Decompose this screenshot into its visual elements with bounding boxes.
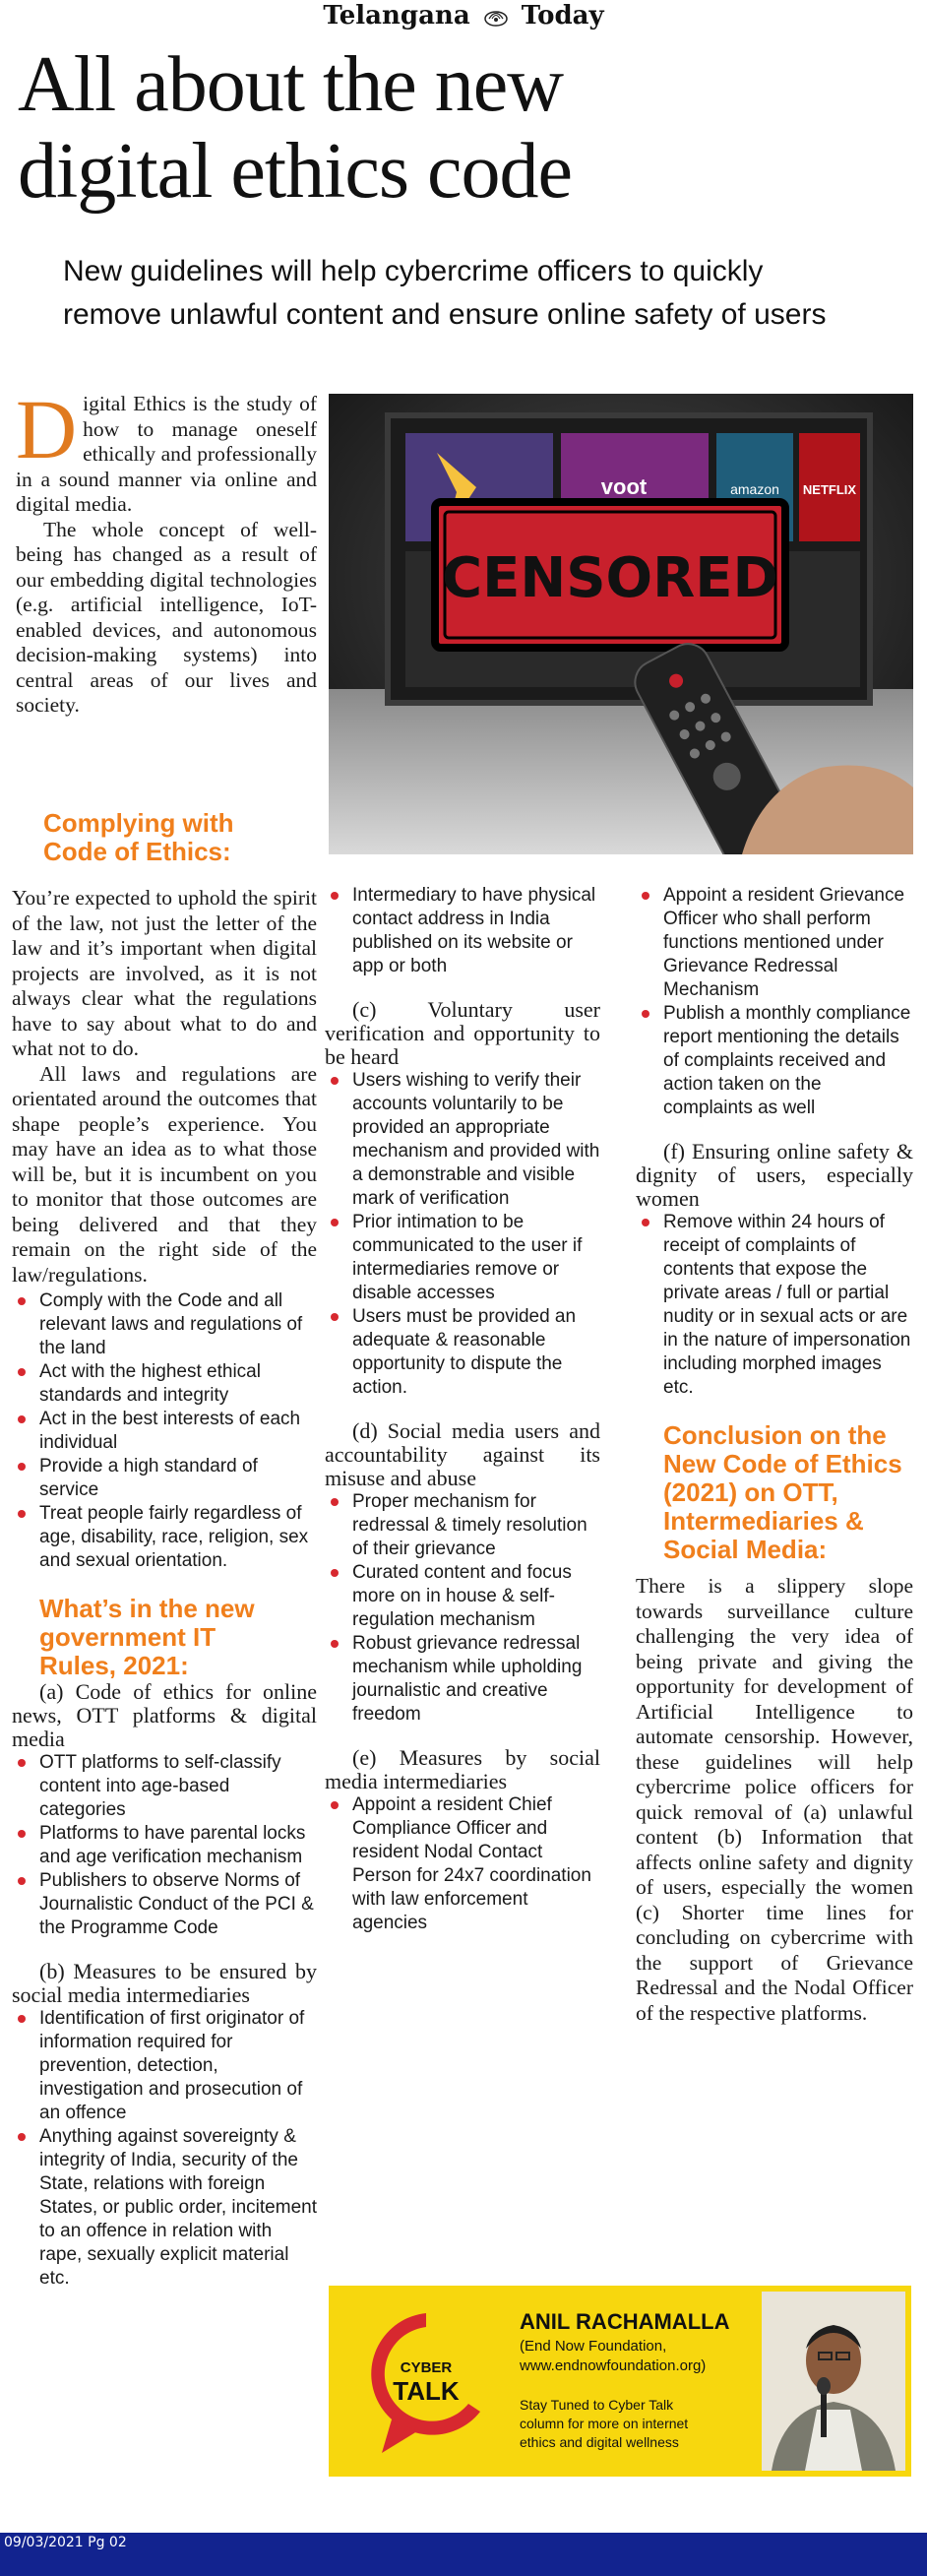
cyber-talk-box: [329, 2286, 911, 2477]
subhead-line-2: remove unlawful content and ensure online safety of users: [63, 298, 827, 331]
section1-heading-line1: Complying with: [43, 808, 234, 838]
footer-date-page: 09/03/2021 Pg 02: [4, 2535, 127, 2550]
cyber-talk-tagline-3: ethics and digital wellness: [520, 2434, 679, 2450]
list-item-text: Anything against sovereignty & integrity of India, security of the State, relations with foreign States, or public order, incitement to an offence in relation with rape, sexually explicit material etc.: [39, 2126, 317, 2289]
list-item: Treat people fairly regardless of age, disability, race, religion, sex and sexual orientation.: [12, 1502, 317, 1573]
section1-heading-line2: Code of Ethics:: [43, 837, 231, 866]
list-item: Platforms to have parental locks and age verification mechanism: [12, 1822, 317, 1869]
section2-e-bullets: [325, 1793, 600, 1935]
tile-netflix-label: NETFLIX: [802, 482, 857, 497]
section2-heading-line1: What’s in the new: [39, 1594, 255, 1623]
section2-b-bullets: [12, 2007, 317, 2291]
list-item: Provide a high standard of service: [12, 1455, 317, 1502]
masthead-right: Today: [521, 1, 604, 31]
section2-c-bullets: [325, 1069, 600, 1400]
conclusion-text: There is a slippery slope towards surveillance culture challenging the very idea of being private and giving the opportunity for development of Artificial Intelligence to automate censorship. However, these guidelines will help cybercrime police officers for quick removal of (a) unlawful content (b) Information that affects online safety and dignity of users, especially the women (c) Shorter time lines for concluding on cybercrime with the support of Grievance Redressal and the Nodal Officer of the respective platforms.: [636, 1574, 913, 2025]
column-2: [325, 884, 600, 1935]
section2-e-title: (e) Measures by social media intermediaries: [325, 1745, 600, 1793]
list-item: Users must be provided an adequate & reasonable opportunity to dispute the action.: [325, 1305, 600, 1400]
footer-bar: [0, 2533, 927, 2576]
list-item: Robust grievance redressal mechanism while upholding journalistic and creative freedom: [325, 1632, 600, 1727]
list-item: [12, 2125, 317, 2291]
list-item: Remove within 24 hours of receipt of complaints of contents that expose the private areas / full or partial nudity or in sexual acts or are in the nature of impersonation including morphed images etc.: [636, 1211, 913, 1400]
masthead-left: Telangana: [323, 1, 470, 31]
list-item: Appoint a resident Grievance Officer who shall perform functions mentioned under Grievance Redressal Mechanism: [636, 884, 913, 1002]
censored-text: CENSORED: [441, 546, 779, 610]
list-item: Comply with the Code and all relevant laws and regulations of the land: [12, 1289, 317, 1360]
conclusion-heading-line2: New Code of Ethics: [663, 1449, 902, 1478]
list-item: Publishers to observe Norms of Journalistic Conduct of the PCI & the Programme Code: [12, 1869, 317, 1940]
cyber-talk-tagline-1: Stay Tuned to Cyber Talk: [520, 2397, 674, 2413]
section2-heading-line2: government IT: [39, 1622, 216, 1652]
headline: [18, 41, 913, 215]
subhead: [63, 250, 909, 337]
list-item: Users wishing to verify their accounts voluntarily to be provided an appropriate mechanism and provided with a demonstrable and visible mark of verification: [325, 1069, 600, 1211]
censored-tv-photo: [329, 394, 913, 854]
cyber-talk-logo-icon: [352, 2303, 500, 2461]
peacock-emblem-icon: [483, 7, 509, 27]
section2-c-title: (c) Voluntary user verification and opportunity to be heard: [325, 997, 600, 1069]
intro-column: [16, 382, 317, 719]
cyber-talk-logo-bottom: TALK: [393, 2376, 460, 2406]
cyber-talk-site: www.endnowfoundation.org): [520, 2357, 707, 2374]
list-item: Identification of first originator of information required for prevention, detection, investigation and prosecution of an offence: [12, 2007, 317, 2125]
conclusion-heading-line4: Intermediaries &: [663, 1506, 864, 1536]
headline-line-2: digital ethics code: [18, 128, 573, 215]
subhead-line-1: New guidelines will help cybercrime officers to quickly: [63, 255, 764, 287]
list-item: Appoint a resident Chief Compliance Officer and resident Nodal Contact Person for 24x7 coordination with law enforcement agencies: [325, 1793, 600, 1935]
list-item: Proper mechanism for redressal & timely resolution of their grievance: [325, 1490, 600, 1561]
section1-bullets: [12, 1289, 317, 1573]
list-item: Publish a monthly compliance report mentioning the details of complaints received and action taken on the complaints as well: [636, 1002, 913, 1120]
list-item: Prior intimation to be communicated to the user if intermediaries remove or disable accesses: [325, 1211, 600, 1305]
section2-d-title: (d) Social media users and accountability against its misuse and abuse: [325, 1418, 600, 1490]
intro-paragraph-1: [16, 382, 317, 518]
conclusion-heading-line5: Social Media:: [663, 1535, 828, 1564]
section2-e-bullets-cont: [636, 884, 913, 1120]
section2-f-bullets: [636, 1211, 913, 1400]
intro-paragraph-2: The whole concept of well-being has changed as a result of our embedding digital technologies (e.g. artificial intelligence, IoT-enabled devices, and autonomous decision-making systems) into central areas of our lives and society.: [16, 517, 317, 717]
section2-a-bullets: [12, 1751, 317, 1940]
cyber-talk-logo-top: CYBER: [400, 2359, 453, 2376]
section1-paragraph-2: All laws and regulations are orientated around the outcomes that shape people’s experience. You may have an idea as to what those will be, but it is incumbent on you to monitor that those outcomes are being delivered and that they remain on the right side of the law/regulations.: [12, 1061, 317, 1287]
list-item: Act with the highest ethical standards and integrity: [12, 1360, 317, 1408]
cyber-talk-org: (End Now Foundation,: [520, 2338, 667, 2355]
section1-heading-block: [16, 809, 317, 866]
section2-b-title: (b) Measures to be ensured by social media intermediaries: [12, 1959, 317, 2007]
list-item: OTT platforms to self-classify content into age-based categories: [12, 1751, 317, 1822]
section2-b-bullets-cont: [325, 884, 600, 978]
section1-paragraph-1: You’re expected to uphold the spirit of the law, not just the letter of the law and it’s important when digital projects are involved, as it is not always clear what the regulations have to say about what to do and what not to do.: [12, 886, 317, 1060]
tile-amazon-label: amazon: [730, 481, 779, 497]
list-item: Act in the best interests of each individual: [12, 1408, 317, 1455]
list-item: Curated content and focus more on in house & self-regulation mechanism: [325, 1561, 600, 1632]
masthead: [0, 0, 927, 31]
conclusion-heading-line3: (2021) on OTT,: [663, 1477, 838, 1507]
drop-cap: D: [16, 382, 78, 476]
section2-a-title: (a) Code of ethics for online news, OTT platforms & digital media: [12, 1679, 317, 1751]
section2-d-bullets: [325, 1490, 600, 1727]
column-3: [636, 884, 913, 2026]
headline-line-1: All about the new: [18, 41, 563, 128]
intro-paragraph-1-text: igital Ethics is the study of how to manage oneself ethically and professionally in a sound manner via online and digital media.: [16, 392, 317, 516]
author-photo: [762, 2292, 905, 2471]
conclusion-heading-line1: Conclusion on the: [663, 1420, 887, 1450]
cyber-talk-author: ANIL RACHAMALLA: [520, 2309, 730, 2334]
tile-voot-label: voot: [600, 474, 648, 499]
section2-f-title: (f) Ensuring online safety & dignity of users, especially women: [636, 1139, 913, 1211]
list-item: Intermediary to have physical contact address in India published on its website or app or both: [325, 884, 600, 978]
column-1: [12, 886, 317, 2291]
section2-heading-line3: Rules, 2021:: [39, 1651, 189, 1680]
cyber-talk-tagline-2: column for more on internet: [520, 2416, 689, 2431]
